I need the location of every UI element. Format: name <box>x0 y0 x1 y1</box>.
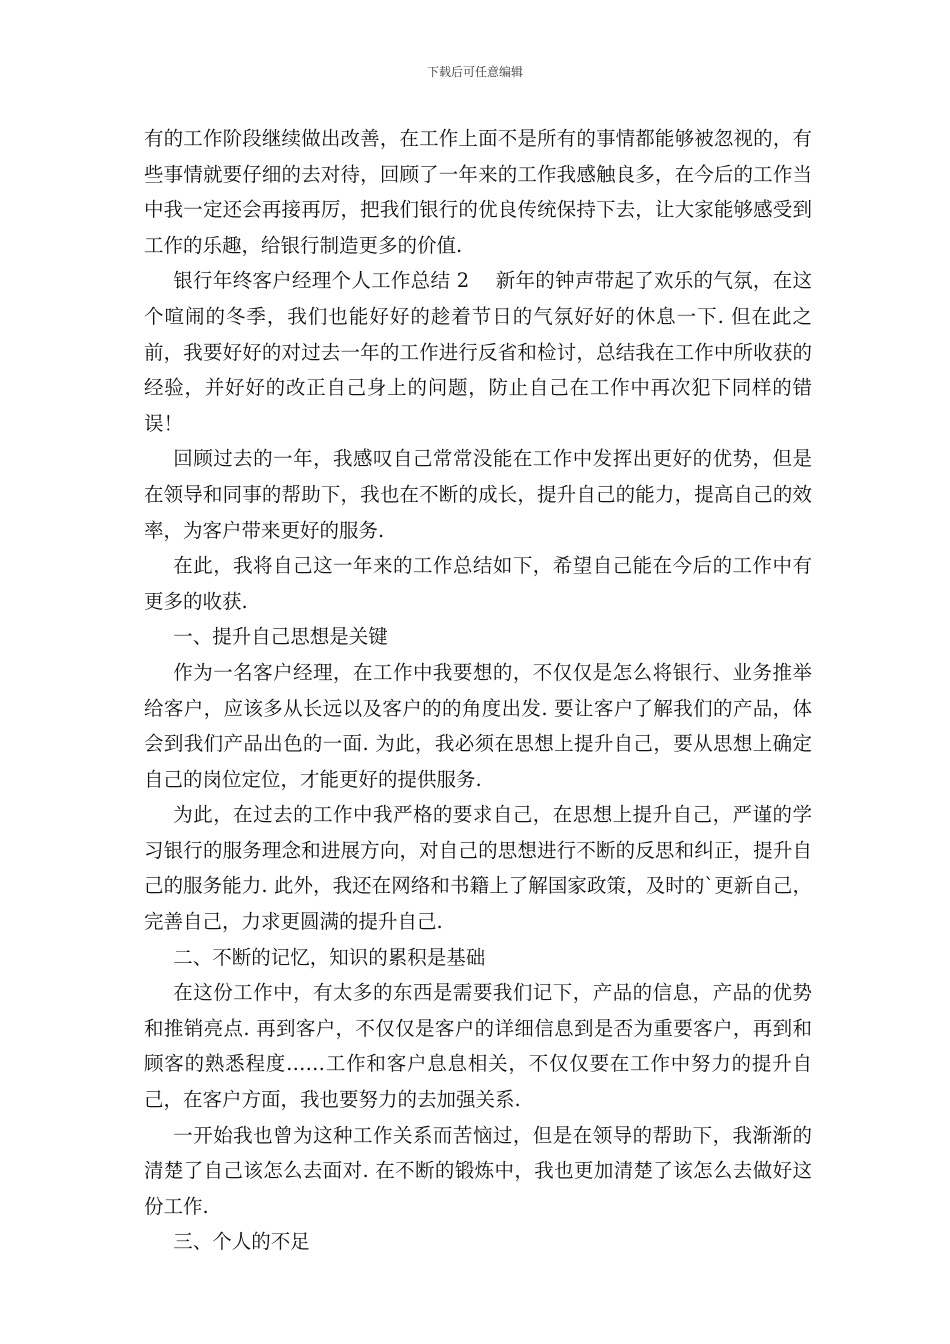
section-heading-2: 二、不断的记忆，知识的累积是基础 <box>173 945 486 969</box>
paragraph-continuation: 有的工作阶段继续做出改善，在工作上面不是所有的事情都能够被忽视的，有些事情就要仔细的去对待，回顾了一年来的工作我感触良多，在今后的工作当中我一定还会再接再厉，把我们银行的优良传统保持下去，让大家能够感受到工作的乐趣，给银行制造更多的价值. <box>144 127 812 257</box>
paragraph-section-2-a: 在这份工作中，有太多的东西是需要我们记下，产品的信息，产品的优势和推销亮点. 再到客户，不仅仅是客户的详细信息到是否为重要客户，再到和顾客的熟悉程度……工作和客户息息相关，不仅仅要在工作中努力的提升自己，在客户方面，我也要努力的去加强关系. <box>144 981 812 1112</box>
paragraph-section-1-a: 作为一名客户经理，在工作中我要想的，不仅仅是怎么将银行、业务推举给客户，应该多从长远以及客户的的角度出发. 要让客户了解我们的产品，体会到我们产品出色的一面. 为此，我必须在思想上提升自己，要从思想上确定自己的岗位定位，才能更好的提供服务. <box>144 660 812 791</box>
page-header: 下载后可任意编辑 <box>426 65 523 79</box>
paragraph-summary-2-intro: 银行年终客户经理个人工作总结 2 新年的钟声带起了欢乐的气氛，在这个喧闹的冬季，我们也能好好的趁着节日的气氛好好的休息一下. 但在此之前，我要好好的对过去一年的工作进行反省和检讨，总结我在工作中所收获的经验，并好好的改正自己身上的问题，防止自己在工作中再次犯下同样的错误！ <box>144 269 812 435</box>
section-heading-1: 一、提升自己思想是关键 <box>173 625 388 649</box>
paragraph-section-2-b: 一开始我也曾为这种工作关系而苦恼过，但是在领导的帮助下，我渐渐的清楚了自己该怎么去面对. 在不断的锻炼中，我也更加清楚了该怎么去做好这份工作. <box>144 1123 812 1218</box>
document-body <box>144 121 812 1260</box>
paragraph-section-1-b: 为此，在过去的工作中我严格的要求自己，在思想上提升自己，严谨的学习银行的服务理念和进展方向，对自己的思想进行不断的反思和纠正，提升自己的服务能力. 此外，我还在网络和书籍上了解国家政策，及时的`更新自己，完善自己，力求更圆满的提升自己. <box>144 803 812 934</box>
paragraph-review: 回顾过去的一年，我感叹自己常常没能在工作中发挥出更好的优势，但是在领导和同事的帮助下，我也在不断的成长，提升自己的能力，提高自己的效率，为客户带来更好的服务. <box>144 447 812 542</box>
section-heading-3: 三、个人的不足 <box>173 1230 310 1254</box>
paragraph-summary-lead: 在此，我将自己这一年来的工作总结如下，希望自己能在今后的工作中有更多的收获. <box>144 554 812 613</box>
